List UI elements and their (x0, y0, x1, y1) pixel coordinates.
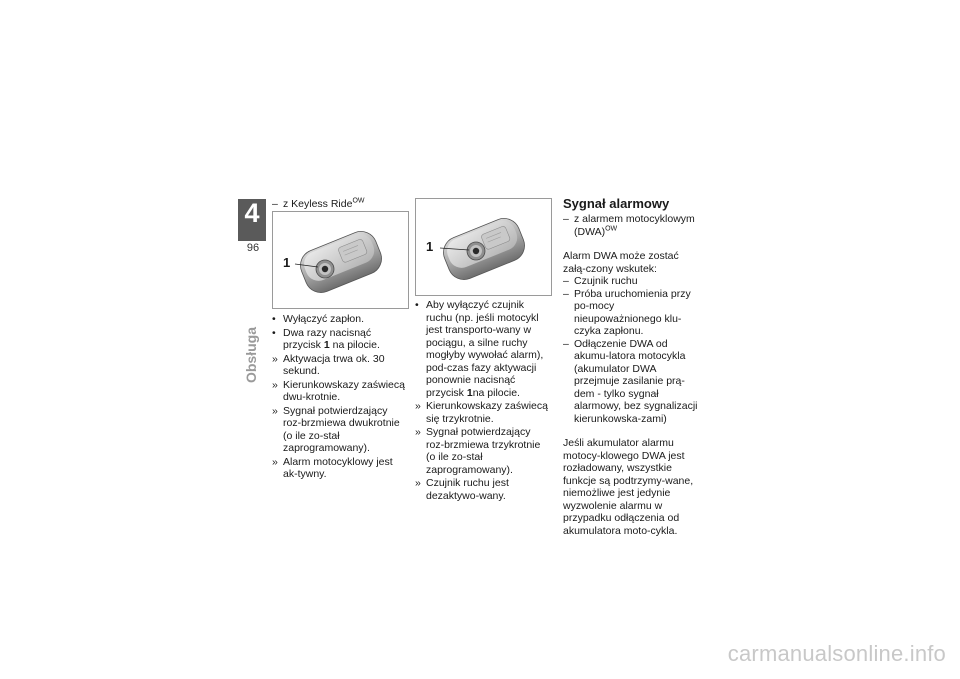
watermark-text: carmanualsonline.info (727, 641, 946, 666)
section-heading: Sygnał alarmowy (563, 196, 670, 211)
step-text: Wyłączyć zapłon. (283, 313, 365, 325)
result-text: Czujnik ruchu jest dezaktywo-wany. (426, 477, 509, 502)
left-steps (272, 313, 408, 481)
result-text: Sygnał potwierdzający roz-brzmiewa trzykrotnie (o ile zo-stał zaprogramowany). (426, 426, 541, 476)
variant-line (272, 198, 408, 211)
step-item (272, 327, 408, 352)
trigger-text: Czujnik ruchu (574, 275, 638, 287)
result-text: Aktywacja trwa ok. 30 sekund. (283, 352, 385, 377)
step-text-tail: na pilocie. (472, 386, 520, 399)
bullet-marker: • (272, 326, 276, 339)
middle-steps (415, 299, 551, 502)
result-text: Kierunkowskazy zaświecą dwu-krotnie. (283, 378, 405, 403)
trigger-text: Odłączenie DWA od akumu-latora motocykla (akumulator DWA przejmuje zasilanie prą-dem - tylko sygnał alarmowy, bez sygnalizacji kierunkowska-zami) (574, 337, 698, 425)
result-item (415, 477, 551, 502)
button-reference: 1 (323, 339, 330, 351)
key-fob-illustration (273, 212, 408, 308)
result-marker: » (272, 378, 278, 391)
bullet-marker: • (415, 299, 419, 311)
dash-marker: – (563, 287, 569, 300)
key-fob-figure-middle (415, 198, 552, 296)
result-item (272, 379, 408, 404)
step-text-tail: na pilocie. (329, 339, 380, 351)
result-item (415, 426, 551, 476)
result-marker: » (272, 404, 278, 417)
result-marker: » (415, 400, 421, 412)
paragraph: Jeśli akumulator alarmu motocy-klowego DWA jest rozładowany, wszystkie funkcje są podtrzymy-wane, niemożliwe jest jedynie wyzwolenie alarmu w przypadku odłączenia od akumulatora moto-cykla. (563, 437, 694, 537)
result-marker: » (272, 352, 278, 365)
trigger-text: Próba uruchomienia przy po-mocy nieupoważnionego klu-czyka zapłonu. (574, 287, 691, 337)
bullet-marker: • (272, 313, 276, 325)
section-title-vertical (236, 326, 266, 384)
section-title-text: Obsługa (243, 326, 259, 384)
result-marker: » (415, 426, 421, 438)
result-item (272, 456, 408, 481)
result-text: Kierunkowskazy zaświecą się trzykrotnie. (426, 400, 548, 425)
step-text: Dwa razy nacisnąć przycisk (283, 326, 372, 351)
variant-text: z Keyless Ride (283, 198, 353, 210)
step-item (272, 313, 408, 326)
key-fob-illustration (416, 199, 551, 295)
dash-marker: – (563, 275, 569, 287)
result-item (415, 400, 551, 425)
page-number: 96 (246, 242, 260, 254)
trigger-item (563, 288, 703, 338)
button-reference: 1 (466, 386, 473, 399)
result-marker: » (272, 455, 278, 468)
result-text: Sygnał potwierdzający roz-brzmiewa dwukrotnie (o ile zo-stał zaprogramowany). (283, 404, 400, 454)
dash-marker: – (272, 198, 278, 210)
variant-superscript: OW (605, 225, 618, 232)
result-text: Alarm motocyklowy jest ak-tywny. (283, 455, 393, 480)
trigger-item (563, 338, 703, 426)
result-item (272, 405, 408, 455)
figure-callout: 1 (426, 239, 434, 254)
variant-line (563, 213, 703, 238)
variant-text: z alarmem motocyklowym (DWA) (574, 213, 695, 238)
trigger-item (563, 275, 703, 288)
figure-callout: 1 (283, 255, 291, 270)
result-item (272, 353, 408, 378)
paragraph: Alarm DWA może zostać załą-czony wskutek: (563, 250, 679, 275)
right-column (563, 196, 703, 537)
result-marker: » (415, 477, 421, 489)
key-fob-figure-left (272, 211, 409, 309)
variant-superscript: OW (352, 197, 365, 205)
dash-marker: – (563, 213, 569, 225)
step-item (415, 299, 551, 399)
step-text: Aby wyłączyć czujnik ruchu (np. jeśli motocykl jest transporto-wany w pociągu, a silne ruchy mogłyby wywołać alarm), pod-czas fazy aktywacji ponownie nacisnąć przycisk (426, 299, 544, 399)
left-column (272, 198, 408, 211)
dash-marker: – (563, 337, 569, 350)
chapter-number-tab: 4 (238, 199, 266, 241)
